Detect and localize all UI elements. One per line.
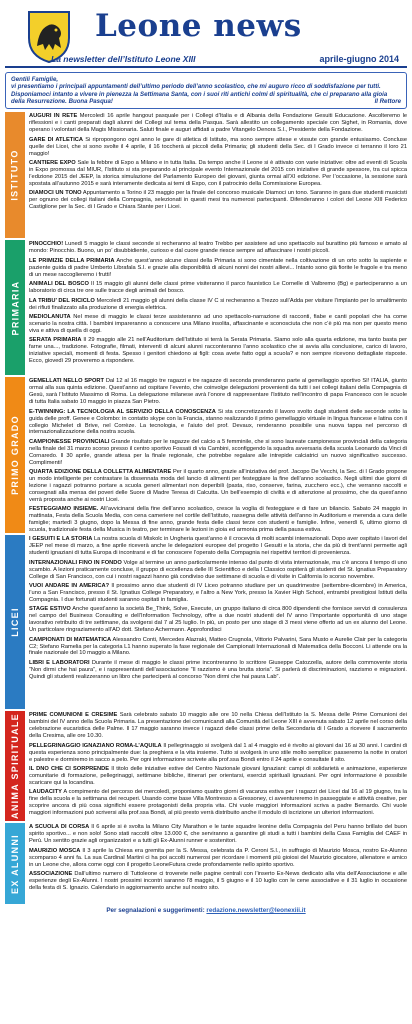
article-text: Il 3 aprile la Chiesa era gremita per la S. Messa, celebrata da P. Ceroni S.I., in suffragio di Maurizio Mosca, nostro Ex-Alunno scomparso 4 anni fa. La sua Cardinal Martini ci ha poi accolti numerosi per ricordare i momenti più gioiosi del Maurizio giocatore, allenatore e amico in un Leone che, allora come oggi con il progetto LeoneFutura crede profondamente nello spirito sportivo. <box>29 847 407 868</box>
article-item <box>29 337 407 365</box>
article-title: LAUDACITY <box>29 789 62 796</box>
section-licei <box>5 535 407 709</box>
article-item <box>29 314 407 335</box>
section-primo-grado <box>5 377 407 533</box>
article-title: DIAMOCI UN TONO <box>29 190 82 197</box>
article-title: CANTIERE EXPO <box>29 160 76 167</box>
article-text: Sarà celebrato sabato 10 maggio alle ore 10 nella Chiesa dell’Istituto la S. Messa delle Prime Comunioni dei bambini del IV anno della Scuola Primaria. La presentazione dei comunicandi alla Comunità del Leone XIII è avvenuta sabato 12 aprile nel corso della celebrazione eucaristica delle Palme. Il 17 maggio saranno invece i ragazzi delle classi prime della Secondaria di I Grado a ricevere il sacramento della Cresima, alle ore 10.30. <box>29 712 407 740</box>
article-title: ANIMALI DEL BOSCO <box>29 281 89 288</box>
article-title: I GESUITI E LA STORIA <box>29 536 93 543</box>
article-item <box>29 378 407 406</box>
article-title: LE PRIMIZIE DELLA PRIMARIA <box>29 257 115 264</box>
article-text: A compimento del percorso dei mercoledì, proponiamo quattro giorni di vacanza estiva per i ragazzi dei Licei dal 16 al 19 giugno, tra la fine della scuola e la settimana dei recuperi. Usando come base Villa Montresso a Gressoney, ci avventureremo in passeggiate e attività creative, per scoprire ancora di più cosa significhi essere protagonisti della propria vita. Chi vuole maggiori informazioni scriva a padre Bernardo. Chi vuole maggiori informazioni può scriversi alla prof.ssa Bondi, al più presto verrà distribuito anche il modulo di iscrizione un ulteriori informazioni. <box>29 789 407 817</box>
article-item <box>29 439 407 467</box>
article-item <box>29 241 407 255</box>
article-title: QUARTA EDIZIONE DELLA COLLETTA ALIMENTARE <box>29 469 172 476</box>
article-title: PELLEGRINAGGIO IGNAZIANO ROMA-L’AQUILA <box>29 742 162 749</box>
article-text: Dal 12 al 16 maggio tre ragazzi e tre ragazze di seconda prenderanno parte al gemellaggio sportivo SI! ITALIA, giunto ormai alla sua quinta edizione. Quest’anno ad ospitare l’evento, che coinvolge delegazioni provenienti da tutti i sei collegi italiani della Compagnia di Gesù, sarà l’Istituto Massimo di Roma. La delegazione milanese avrà l’onore di rappresentare l’Istituto nell’incontro di papa Francesco con le scuole di tutta Italia sabato 10 maggio in piazza San Pietro. <box>29 378 407 406</box>
article-text: Per il quarto anno, grazie all’iniziativa del prof. Jacopo De Vecchi, la Sec. di I Grado propone un modo intelligente per contrastare la dissennata moda del lancio di alimenti per festeggiare la fine dell’anno scolastico. Negli ultimi due giorni di lezione i ragazzi potranno portare a scuola generi alimentari non deperibili (pasta, riso, conserve, farina, zucchero ecc.), che verranno raccolti e consegnati alla mensa dei poveri delle Suore di Madre Teresa di Calcutta. Un bell’esempio di civiltà e di attenzione al prossimo, che da quest’anno verrà proposta anche ai nostri Licei. <box>29 469 407 503</box>
article-item <box>29 660 407 681</box>
article-text: Si ripropongono ogni anno le gare di atletica di Istituto, ma sono sempre attese e vissute con grande entusiasmo. Concluse quelle dei Licei, che si sono svolte il 4 aprile, il 16 toccherà ai piccoli della Primaria; gli studenti della Sec. di I Grado invece ci terranno il loro 21 maggio! <box>29 136 408 157</box>
article-item <box>29 113 407 134</box>
article-title: MAURIZIO MOSCA <box>29 847 81 854</box>
footer <box>5 907 407 914</box>
intro-signature: Il Rettore <box>374 98 401 106</box>
article-text: Durante il mese di maggio le classi prime incontreranno lo scrittore Giuseppe Catozzella, autore della commovente storia “Non dirmi che hai paura”, e i rappresentanti dell’associazione “Il razzismo è una brutta storia”. Si parlerà di discriminazioni, razzismo e migrazioni. Quindi gli studenti realizzeranno un libro che parteciperà al concorso “Non dirmi che hai paura Lab”. <box>29 659 407 680</box>
intro-greeting: Gentili Famiglie, <box>11 76 59 83</box>
article-text: Grande risultato per le ragazze del calcio a 5 femminile, che si sono laureate campionesse provinciali della categoria nella finale del 31 marzo scorso presso il centro sportivo Fossati di via Cambini, sconfiggendo la squadra avversaria della scuola Leonardo da Vinci di Cornaredo. Il 30 aprile, grande attesa per la finale regionale, che potrebbe regalare alle intrepide calciatrici un nuovo significativo successo. Complimenti! <box>29 438 407 466</box>
article-title: GEMELLATI NELLO SPORT <box>29 378 104 385</box>
article-text: Anche quest’anno la società Be_Think, Solve, Execute, un gruppo italiano di circa 800 dipendenti che fornisce servizi di consulenza nel campo del Business Consulting e dell’Information Technology, offre a due nostri studenti del IV anno l’importante opportunità di uno stage lavorativo retribuito di tre settimane, da svolgersi dal 7 al 25 luglio. In più, un posto per uno stage di 3 mesi viene offerto ad un ex alunno del Leone. Un particolare ringraziamento all’AD dott. Stefano Achermann. Approfondisci <box>29 606 407 634</box>
article-item <box>29 848 407 869</box>
section-istituto <box>5 112 407 238</box>
article-item <box>29 789 407 817</box>
newsletter-subtitle: La newsletter dell’Istituto Leone XIII <box>51 54 196 64</box>
article-item <box>29 583 407 604</box>
article-text: Il 6 aprile si è svolta la Milano City Marathon e le tante squadre leonine della Compagnia del Peru hanno brillato del buon spirito sportivo... e non solo! Sono stati raccolti oltre 13.000 €, che serviranno a garantire gli studi a tutti i bambini della Casa Famiglia del CAEF in Perù. Un sentito grazie agli organizzatori e a tutti gli Ex-Alunni runner e sostenitori. <box>29 824 407 845</box>
section-label-istituto: ISTITUTO <box>5 112 25 238</box>
article-text: Il 15 maggio gli alunni delle classi prime visiteranno il parco faunistico Le Cornelle di Valbremo (Bg) e parteciperanno a un laboratorio di circa tre ore sulle tracce degli animali del bosco. <box>29 281 407 295</box>
article-item <box>29 536 407 557</box>
footer-text: Per segnalazioni e suggerimenti: <box>106 907 205 915</box>
article-text: Volge al termine un anno particolarmente intenso dal punto di vista internazionale, ma c’è ancora il tempo di uno scambio. A lezioni praticamente concluse, il gruppo di eccellenza delle III Scientifico e della I Classico ospiterà gli studenti del St. Ignatius Preparatory College di San Francisco, con cui i nostri ragazzi hanno già condiviso due settimane di scuola e di visite in California lo scorso novembre. <box>29 559 407 580</box>
article-title: AUGURI IN RETE <box>29 113 78 120</box>
article-text: Il pellegrinaggio si svolgerà dal 1 al 4 maggio ed è rivolto ai giovani dai 16 ai 30 anni. I cardini di questa esperienza sono principalmente due: la preghiera e la vita insieme. Tutto si svolgerà in uno stile molto semplice: passeremo la notte in oratori e palestre e dormiremo in sacco a pelo. Per ogni informazione scrivete alla prof.ssa Bondi entro il 24 aprile e consultate il sito. <box>29 742 408 763</box>
article-title: LIBRI E LABORATORI <box>29 659 90 666</box>
article-text: Il titolo delle iniziative estive del Centro Nazionale giovani Ignaziani: campi di solidarietà e animazione, esperienze comunitarie di formazione, pellegrinaggi, settimane bibliche, itinerari per orientarsi, esercizi spirituali ignaziani. Per ogni informazione è possibile scaricare qui la locandina. <box>29 766 407 786</box>
section-label-ex-alunni: EX ALUNNI <box>5 823 25 904</box>
article-item <box>29 190 407 211</box>
article-text: La nostra scuola di Miskolc in Ungheria quest’anno è il crocevia di molti scambi internazionali. Dopo aver ospitato i lavori del JEEP nel mese di marzo, a fine aprile riceverà anche le delegazioni europee del progetto I Gesuiti e la storia, che da più di trent’anni permette agli studenti ignaziani di tutta Europa di incontrarsi e di far conoscere l’operato della Compagnia nei rispettivi territori di provenienza. <box>29 536 407 557</box>
article-item <box>29 606 407 634</box>
article-item <box>29 298 407 312</box>
intro-box <box>5 72 407 109</box>
article-title: STAGE ESTIVO <box>29 606 71 613</box>
article-title: VUOI ANDARE IN AMERICA? <box>29 583 110 590</box>
section-label-primo-grado: PRIMO GRADO <box>5 377 25 533</box>
article-item <box>29 281 407 295</box>
article-item <box>29 160 407 188</box>
article-title: LA TRIBU’ DEL RICICLO <box>29 297 95 304</box>
article-item <box>29 469 407 504</box>
section-anima-spirituale <box>5 711 407 821</box>
article-title: E-TWINNING: LA TECNOLOGIA AL SERVIZIO DELLA CONOSCENZA <box>29 408 216 415</box>
section-label-anima-spirituale: ANIMA SPIRITUALE <box>5 711 25 821</box>
article-title: SERATA PRIMARIA <box>29 337 82 344</box>
article-text: Appuntamento a Torino il 23 maggio per la finale del concorso musicale Diamoci un tono. Saranno in gara due studenti musicisti per ognuno dei collegi italiani della Compagnia, selezionati in questi mesi tra numerosi partecipanti. Difenderanno i colori del Leone XIII Federico Castiglione per la Sec. di I Grado e Chiara Stante per i Licei. <box>29 190 407 211</box>
section-items <box>25 240 407 375</box>
section-items <box>25 711 407 821</box>
intro-body: vi presentiamo i principali appuntamenti dell’ultimo periodo dell’anno scolastico, che mi auguro ricco di soddisfazione per tutti. Disponiamoci intanto a vivere in pienezza la Settimana Santa, con i suoi riti antichi colmi di spiritualità, che ci preparano alla gioia della Resurrezione. Buona Pasqua! <box>11 83 388 105</box>
article-item <box>29 258 407 279</box>
article-text: Dall’ultimo numero di Tuttoleone ci troverete nelle pagine centrali con l’inserto Ex-News dedicato alla vita dell’Associazione e alle esperienze degli Ex-Alunni. I nostri prossimi incontri saranno l’8 maggio, il 5 giugno e il 10 luglio con le cene associative e il 31 luglio in occasione della festa di S. Ignazio. Calendario in aggiornamento anche sul nostro sito. <box>29 871 407 891</box>
article-title: IL DNO CHE CI SORPRENDE <box>29 766 110 773</box>
article-item <box>29 743 407 764</box>
article-title: PINOCCHIO! <box>29 241 64 248</box>
issue-date: aprile-giugno 2014 <box>319 54 399 64</box>
footer-email-link[interactable]: redazione.newsletter@leonexiii.it <box>206 907 306 915</box>
article-title: GARE DI ATLETICA <box>29 136 84 143</box>
article-text: All’avvicinarsi della fine dell’anno scolastico, cresce la voglia di festeggiare e di fare un bilancio. Sabato 24 maggio in mattinata, Festa della Scuola Media, con cena cameriere nel cortile dell’Istituto, rassegna delle attività dell’anno in Auditorium e merenda a cura delle famiglie; martedì 3 giugno, dopo la Messa di fine anno, grande festa delle classi terze con studenti e famiglie. Infine, venerdì 6, ultimo giorno di scuola, tradizionale festa della Musica in teatro, per terminare le lezioni in gioia ed armonia prima della pausa estiva. <box>29 506 407 533</box>
section-items <box>25 535 407 709</box>
section-ex-alunni <box>5 823 407 904</box>
article-text: Si sta concretizzando il lavoro svolto dagli studenti delle seconde sotto la guida delle proff. Genee e Colombo: in contatto skype con la Francia, stanno realizzando il primo gemellaggio virtuale in lingua francese e latina con il collegio Michelet di Brive, nel Corrèze. La tecnologia, e l’aiuto del prof. Devaux, renderanno possibile una nuova tappa nel percorso di internazionalizzazione della nostra scuola. <box>29 408 407 436</box>
article-item <box>29 824 407 845</box>
article-text: Il prossimo anno due studenti di IV Liceo potranno studiare per un quadrimestre (settembre-dicembre) in America, l’uno a San Francisco, presso il St. Ignatius College Preparatory, e l’altro a New York, presso la Xavier High School, entrambi prestigiosi Istituti della Compagnia. I due fortunati studenti saranno ospitati in famiglia. <box>29 583 407 603</box>
section-items <box>25 112 407 238</box>
article-item <box>29 712 407 740</box>
section-label-primaria: PRIMARIA <box>5 240 25 375</box>
article-item <box>29 871 407 892</box>
article-text: Mercoledì 16 aprile hangout pasquale per i Collegi d’Italia e di Albania della Fondazione Gesuiti Educazione. Ascolteremo le riflessioni e i canti preparati dagli alunni del Collegi sul tema della Pasqua. Sarà allestito un collegamento speciale con Sighet, in Romania, dove operano i volontari della Magis Missionaria. Saluti finale e auguri affidati a padre Vitangelo Denora S.I., Presidente della Fondazione. <box>29 113 407 134</box>
article-title: INTERNAZIONALI FINO IN FONDO <box>29 559 122 566</box>
article-title: CAMPIONATI DI MATEMATICA <box>29 636 112 643</box>
section-label-licei: LICEI <box>5 535 25 709</box>
section-items <box>25 377 407 533</box>
article-text: Mercoledì 21 maggio gli alunni della classe IV C si recheranno a Trezzo sull’Adda per visitare l’impianto per lo smaltimento dei rifiuti finalizzato alla produzione di energia elettrica. <box>29 297 407 311</box>
section-primaria <box>5 240 407 375</box>
article-text: Nel mese di maggio le classi terze assisteranno ad uno spettacolo-narrazione di racconti, fiabe e canti popolari che ha come scenario la nostra città. I bambini impareranno a conoscere una Milano insolita, affascinante e sconosciuta che non c’è più ma non per questo meno viva e attiva di quella di oggi. <box>29 314 407 334</box>
header <box>5 4 407 68</box>
article-text: Alessandro Conti, Mercedes Alazraki, Matteo Crugnola, Vittorio Palvarini, Sara Musto e Aurelie Clair per la categoria C2; Stefano Ramelia per la categoria L1 hanno superato la fase regionale dei Campionati Internazionali di Matematica della Bocconi. Li attende ora la finale nazionale del 10 maggio a Milano. <box>29 636 408 657</box>
article-item <box>29 637 407 658</box>
article-item <box>29 560 407 581</box>
article-title: CAMPIONESSE PROVINCIALI <box>29 438 110 445</box>
section-items <box>25 823 407 904</box>
article-title: FESTEGGIAMO INSIEME. <box>29 506 99 513</box>
article-title: ASSOCIAZIONE <box>29 871 73 878</box>
article-title: MEDIOLANUTA <box>29 314 71 321</box>
article-item <box>29 409 407 437</box>
article-item <box>29 506 407 534</box>
article-item <box>29 766 407 787</box>
article-text: Sale la febbre di Expo a Milano e in tutta Italia. Da tempo anche il Leone si è attivato con varie iniziative: oltre ad eventi di Scuola in Expo promossa dal MIUR, l’Istituto si sta preparando al principale evento Internazionale del 2015 con iniziative di grande spessore, tra cui spicca l’edizione 2015 del JEEP, la storica simulazione del Parlamento Europeo dei giovani, giunta ormai all’XI edizione. Per l’occasione, la sessione sarà spostata all’autunno 2015 e sarà interamente dedicata ai temi di Expo, con il patrocinio della Commissione Europea. <box>29 160 407 187</box>
article-item <box>29 137 407 158</box>
masthead-title: Leone news <box>95 8 302 44</box>
article-text: Lunedì 5 maggio le classi seconde si recheranno al teatro Trebbo per assistere ad uno spettacolo sul burattino più famoso e amato al mondo: Pinocchio. Buono, un po’ disubbidiente, curioso e dal cuore grande riesce sempre ad affascinare i nostri piccoli. <box>29 241 407 255</box>
article-title: A SCUOLA DI CORSA <box>29 824 90 831</box>
article-title: PRIME COMUNIONI E CRESIME <box>29 712 118 719</box>
article-text: Il 29 maggio alle 21 nell’Auditorium dell’Istituto si terrà la Serata Primaria. Siamo solo alla quarta edizione, ma tanto basta per farne una..., tradizione. Fotografie, filmati, interventi di alcuni alunni racconteranno l’anno scolastico che si avvia alla conclusione, carico di lavoro, iniziative speciali, momenti di festa. Spesso i genitori chiedono ai figli: cosa avete fatto oggi a scuola? e non sempre ricevono dettagliate risposte. Ecco, giovedì 29 proveremo a rispondere. <box>29 337 407 365</box>
article-text: Anche quest’anno alcune classi della Primaria si sono cimentate nella coltivazione di un orto sotto la sapiente e paziente guida di padre Umberto Librafala S.I. e grazie alla disponibilità di alcuni nonni dei nostri allievi... Intanto sono già fiorite le fragole e tra meno di un mese raccoglieremo i frutti! <box>29 257 407 278</box>
